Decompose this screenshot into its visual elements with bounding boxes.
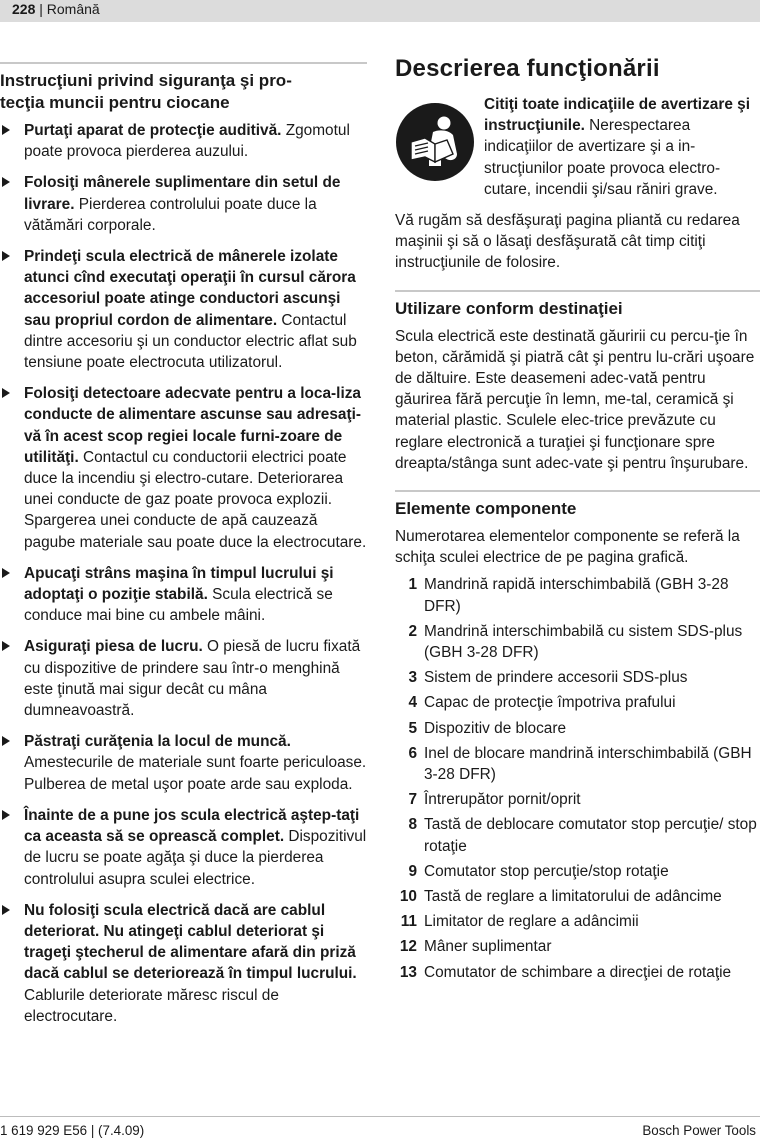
safety-item-text: Scula electrică se conduce mai bine cu ambele mâini.	[24, 586, 333, 625]
component-item	[395, 743, 760, 785]
triangle-bullet-icon	[2, 810, 10, 820]
safety-item-text: O piesă de lucru fixată cu dispozitive de prindere sau într-o menghină este ţinută mai sigur decât cu mâna dumneavoastră.	[24, 638, 361, 720]
intended-use-text: Scula electrică este destinată găuririi cu percu-ţie în beton, cărămidă şi piatră cât şi pentru lu-crări uşoare de dăltuire. Este deasemeni adec-vată pentru găurirea fără percuţie în lemn, me-tal, ceramică şi material plastic. Sculele elec-trice prevăzute cu reglare electronică a turaţiei şi funcţionare spre dreapta/stânga sunt adec-vate şi pentru înşurubare.	[395, 327, 755, 472]
safety-item-text: Cablurile deteriorate măresc riscul de electrocutare.	[24, 986, 279, 1025]
component-number: 7	[408, 791, 417, 809]
warning-text	[484, 94, 760, 200]
component-number: 1	[408, 576, 417, 594]
component-item	[395, 814, 760, 856]
safety-list-item	[0, 636, 367, 721]
component-label: Comutator de schimbare a direcţiei de rotaţie	[424, 963, 732, 981]
safety-list-item	[0, 731, 367, 795]
safety-list-item	[0, 120, 367, 162]
triangle-bullet-icon	[2, 736, 10, 746]
safety-item-text: Zgomotul poate provoca pierderea auzului.	[24, 122, 350, 161]
component-label: Dispozitiv de blocare	[424, 719, 567, 737]
section-divider	[395, 490, 760, 492]
component-number: 2	[408, 622, 417, 640]
triangle-bullet-icon	[2, 905, 10, 915]
safety-item-bold: Asiguraţi piesa de lucru.	[24, 638, 203, 656]
safety-item-bold: Folosiţi detectoare adecvate pentru a loca-liza conducte de alimentare ascunse sau adresaţi-vă în acest scop regiei locale furni-zoare de utilităţi.	[24, 385, 362, 466]
component-label: Tastă de deblocare comutator stop percuţie/ stop rotaţie	[424, 816, 757, 855]
page-header	[0, 0, 760, 22]
warning-body: Nerespectarea indicaţiilor de avertizare şi a in-strucţiunilor poate provoca electro-cutare, incendii şi/sau răniri grave.	[484, 117, 721, 198]
warning-bold: Citiţi toate indicaţiile de avertizare şi instrucţiunile.	[484, 96, 750, 135]
component-number: 4	[408, 694, 417, 712]
warning-block	[395, 94, 760, 204]
footer-doc-code: 1 619 929 E56 | (7.4.09)	[0, 1123, 145, 1138]
component-number: 8	[408, 816, 417, 834]
safety-item-bold: Folosiţi mânerele suplimentare din setul de livrare.	[24, 174, 341, 213]
component-item	[395, 692, 760, 713]
safety-list-item	[0, 805, 367, 890]
triangle-bullet-icon	[2, 568, 10, 578]
component-number: 9	[408, 862, 417, 880]
component-number: 11	[400, 913, 417, 931]
component-label: Întrerupător pornit/oprit	[424, 791, 581, 809]
component-number: 3	[408, 669, 417, 687]
safety-list	[0, 120, 367, 1027]
component-item	[395, 718, 760, 739]
component-label: Tastă de reglare a limitatorului de adâncime	[424, 888, 722, 906]
safety-list-item	[0, 172, 367, 236]
component-label: Comutator stop percuţie/stop rotaţie	[424, 862, 669, 880]
page-number: 228	[12, 1, 36, 17]
component-label: Capac de protecţie împotriva prafului	[424, 694, 676, 712]
safety-item-text: Pierderea controlului poate duce la vătămări corporale.	[24, 195, 317, 234]
safety-list-item	[0, 383, 367, 553]
triangle-bullet-icon	[2, 177, 10, 187]
component-label: Limitator de reglare a adâncimii	[424, 913, 639, 931]
safety-item-bold: Înainte de a pune jos scula electrică aştep-taţi ca aceasta să se oprească complet.	[24, 806, 360, 846]
safety-list-item	[0, 563, 367, 627]
footer-brand: Bosch Power Tools	[642, 1123, 756, 1138]
safety-item-bold: Nu folosiţi scula electrică dacă are cablul deteriorat. Nu atingeţi cablul deteriorat şi trageţi ştecherul de alimentare afară din priză dacă cablul se deteriorează în timpul lucrului.	[24, 901, 357, 983]
component-item	[395, 911, 760, 932]
components-intro: Numerotarea elementelor componente se referă la schiţa sculei electrice de pe pagina grafică.	[395, 528, 740, 567]
header-separator: |	[35, 1, 47, 17]
safety-list-item	[0, 900, 367, 1027]
components-list	[395, 574, 760, 982]
component-item	[395, 886, 760, 907]
safety-item-bold: Apucaţi strâns maşina în timpul lucrului şi adoptaţi o poziţie stabilă.	[24, 564, 334, 604]
component-label: Mandrină interschimbabilă cu sistem SDS-plus (GBH 3-28 DFR)	[424, 622, 743, 662]
page-footer	[0, 1116, 760, 1140]
safety-item-text: Dispozitivul de lucru se poate agăţa şi duce la pierderea controlului asupra sculei electrice.	[24, 828, 367, 888]
safety-item-text: Amestecurile de materiale sunt foarte periculoase. Pulberea de metal uşor poate arde sau exploda.	[24, 754, 367, 793]
component-label: Mandrină rapidă interschimbabilă (GBH 3-28 DFR)	[424, 576, 729, 615]
component-label: Inel de blocare mandrină interschimbabilă (GBH 3-28 DFR)	[424, 744, 752, 784]
function-description-title: Descrierea funcţionării	[395, 55, 660, 82]
component-item	[395, 936, 760, 957]
component-number: 13	[399, 963, 417, 981]
safety-section-title: Instrucţiuni privind siguranţa şi pro- tecţia muncii pentru ciocane	[0, 71, 292, 112]
safety-item-bold: Păstraţi curăţenia la locul de muncă.	[24, 733, 291, 751]
component-item	[395, 621, 760, 663]
component-label: Sistem de prindere accesorii SDS-plus	[424, 669, 688, 687]
left-column	[0, 62, 367, 1037]
component-number: 6	[408, 744, 417, 762]
safety-list-item	[0, 246, 367, 373]
header-text	[12, 0, 100, 18]
right-column	[395, 50, 760, 987]
safety-item-text: Contactul dintre accesoriu şi un conductor electric aflat sub tensiune poate electrocuta utilizatorul.	[24, 311, 357, 372]
component-item	[395, 574, 760, 616]
component-number: 5	[408, 719, 417, 737]
header-language: Română	[46, 1, 100, 17]
components-title: Elemente componente	[395, 499, 577, 519]
component-number: 10	[399, 888, 417, 906]
intended-use-title: Utilizare conform destinaţiei	[395, 298, 623, 318]
component-number: 12	[399, 938, 417, 956]
safety-item-bold: Purtaţi aparat de protecţie auditivă.	[24, 122, 282, 139]
read-manual-icon	[395, 102, 475, 182]
component-label: Mâner suplimentar	[424, 938, 552, 956]
triangle-bullet-icon	[2, 125, 10, 135]
safety-item-text: Contactul cu conductorii electrici poate duce la incendiu şi electro-cutare. Deteriorarea unei conducte de gaz poate provoca explozii. Spargerea unei conducte de apă cauzează pagube materiale sau poate duce la electrocutare.	[24, 448, 367, 551]
component-item	[395, 667, 760, 688]
section-divider	[0, 62, 367, 64]
triangle-bullet-icon	[2, 388, 10, 398]
triangle-bullet-icon	[2, 641, 10, 651]
component-item	[395, 789, 760, 810]
triangle-bullet-icon	[2, 251, 10, 261]
component-item	[395, 962, 760, 983]
section-divider	[395, 290, 760, 292]
component-item	[395, 861, 760, 882]
safety-item-bold: Prindeţi scula electrică de mânerele izolate atunci cînd executaţi operaţii în cursul cărora accesoriul poate atinge conductori ascunşi sau propriul cordon de alimentare.	[24, 248, 356, 329]
fold-out-note: Vă rugăm să desfăşuraţi pagina pliantă cu redarea maşinii şi să o lăsaţi desfăşurată cât timp citiţi instrucţiunile de folosire.	[395, 212, 740, 272]
